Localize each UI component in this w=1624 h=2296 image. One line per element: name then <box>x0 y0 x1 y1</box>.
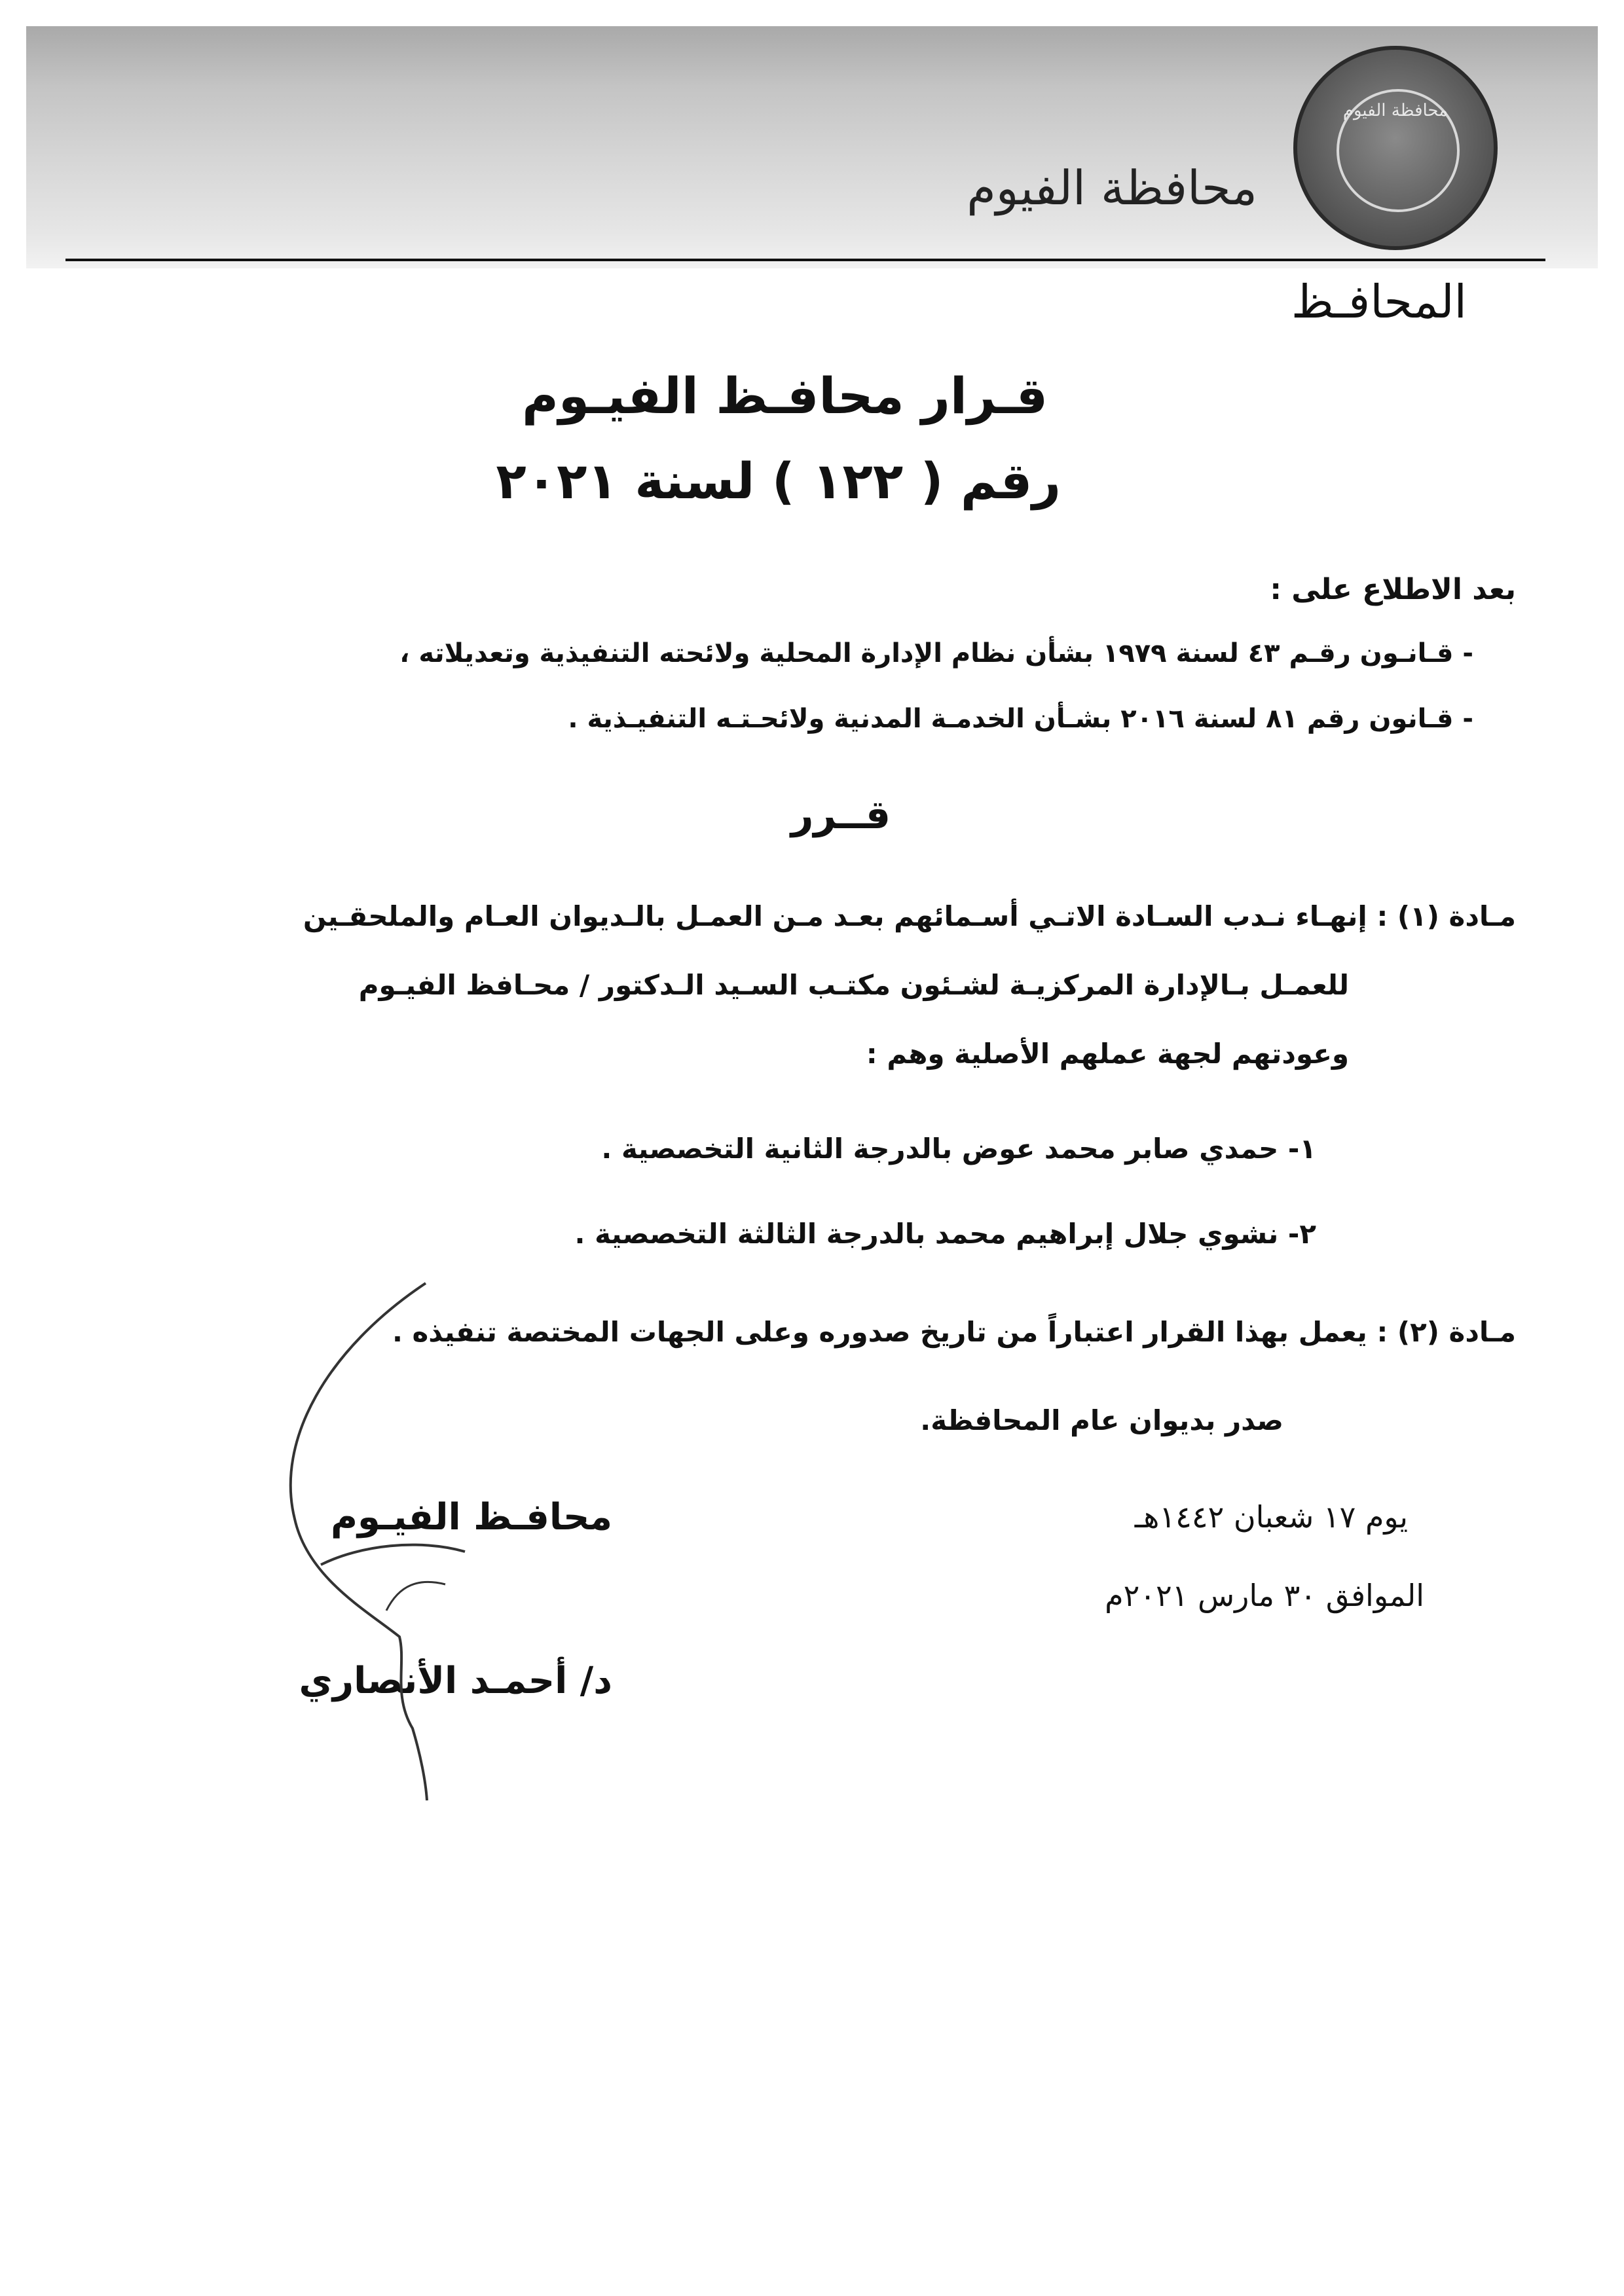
article1-line-1: مـادة (١) : إنهـاء نـدب السـادة الاتـي أسـمائهم بعـد مـن العمـل بالـديوان العـام والملحقـين <box>303 900 1516 932</box>
office-label: المحافـظ <box>1291 275 1467 329</box>
gregorian-date: الموافق ٣٠ مارس ٢٠٢١م <box>1105 1578 1424 1613</box>
decision-number: رقم ( ١٢٢ ) لسنة ٢٠٢١ <box>496 452 1061 510</box>
signatory-name: د/ أحمـد الأنصاري <box>299 1660 612 1702</box>
employee-name-2: ٢- نشوي جلال إبراهيم محمد بالدرجة الثالثة التخصصية . <box>574 1218 1316 1250</box>
decided-heading: قــرر <box>790 792 891 838</box>
governorate-name: محافظة الفيوم <box>967 160 1257 215</box>
header-divider <box>65 259 1545 261</box>
employee-name-1: ١- حمدي صابر محمد عوض بالدرجة الثانية التخصصية . <box>601 1133 1316 1165</box>
issued-at: صدر بديوان عام المحافظة. <box>920 1404 1283 1436</box>
hijri-date: يوم ١٧ شعبان ١٤٤٢هـ <box>1134 1499 1408 1535</box>
law-reference-1: - قـانـون رقـم ٤٣ لسنة ١٩٧٩ بشأن نظام الإدارة المحلية ولائحته التنفيذية وتعديلاته ، <box>399 638 1473 668</box>
handwritten-signature <box>249 1270 524 1807</box>
article1-line-3: وعودتهم لجهة عملهم الأصلية وهم : <box>866 1038 1349 1070</box>
preamble-intro: بعد الاطلاع على : <box>1270 573 1516 606</box>
article2: مـادة (٢) : يعمل بهذا القرار اعتباراً من تاريخ صدوره وعلى الجهات المختصة تنفيذه . <box>392 1316 1516 1348</box>
law-reference-2: - قـانون رقم ٨١ لسنة ٢٠١٦ بشـأن الخدمـة المدنية ولائحـتـه التنفيـذية . <box>568 704 1473 734</box>
governorate-seal <box>1293 46 1498 250</box>
decision-title: قـرار محافـظ الفيـوم <box>522 367 1048 425</box>
signatory-title: محافـظ الفيـوم <box>330 1496 612 1539</box>
article1-line-2: للعمـل بـالإدارة المركزيـة لشـئون مكتـب السـيد الـدكتور / محـافظ الفيـوم <box>358 969 1349 1001</box>
seal-text: محافظة الفيوم <box>1342 101 1449 120</box>
